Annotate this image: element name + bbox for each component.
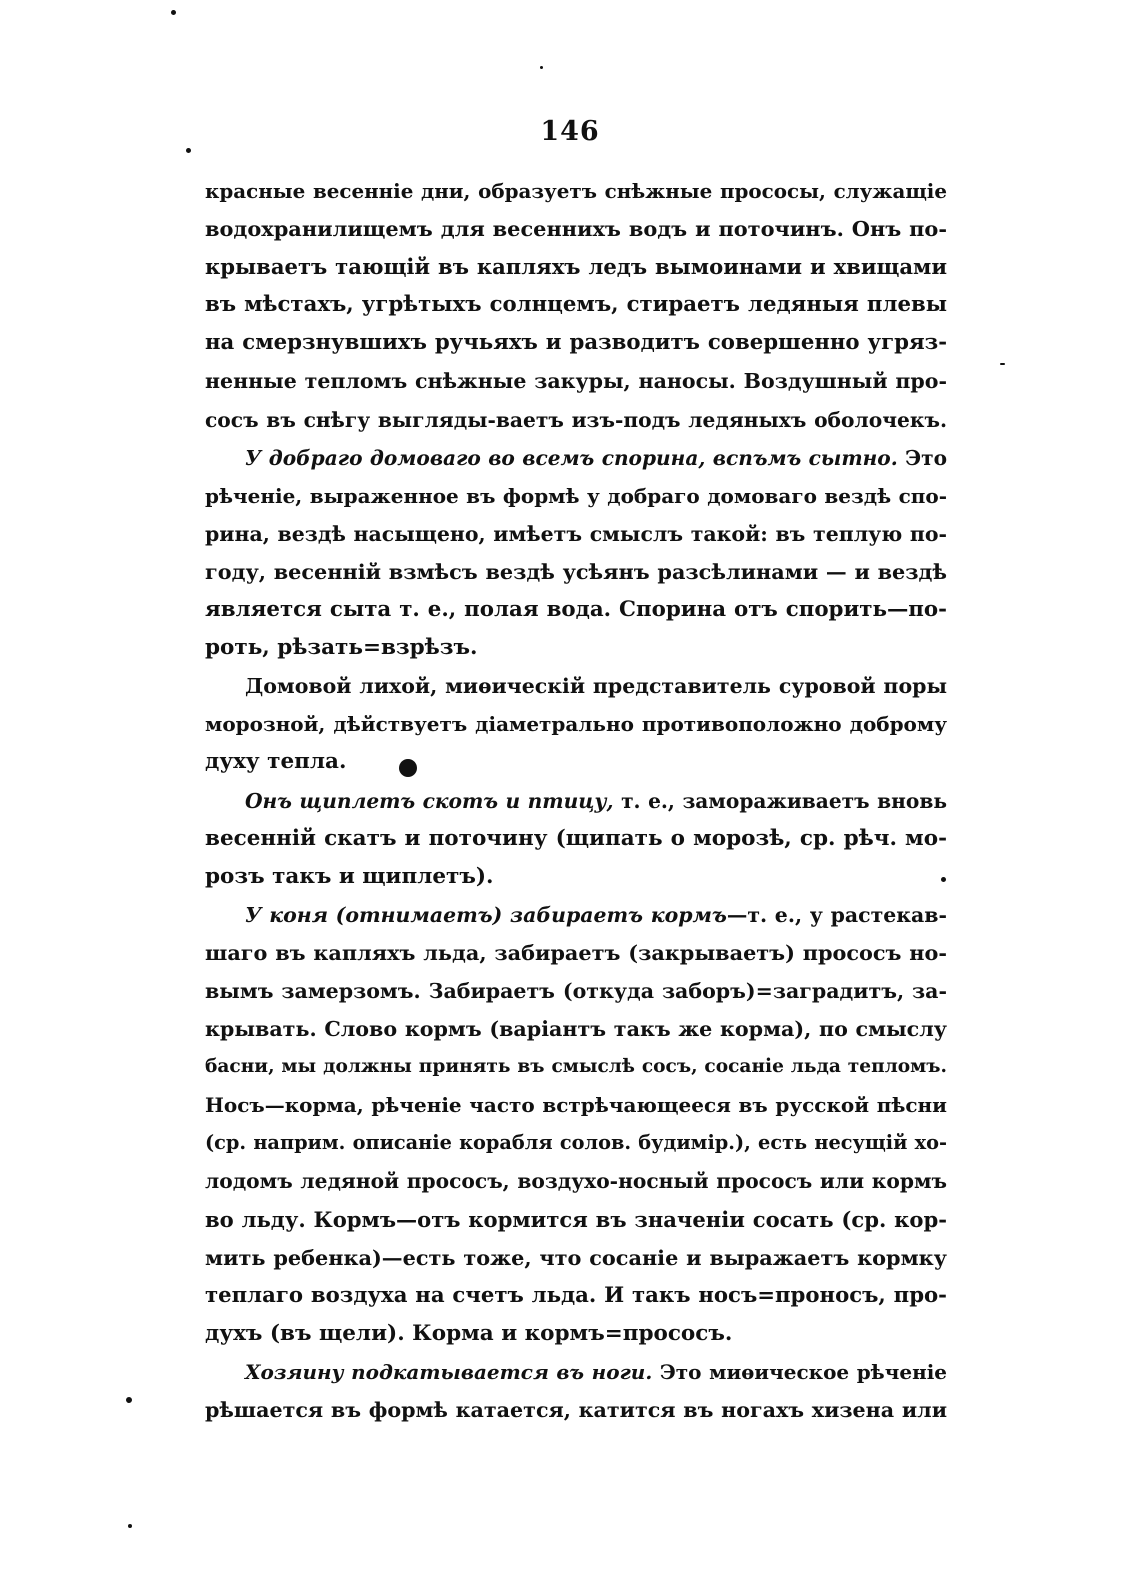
text-line: шаго въ капляхъ льда, забираетъ (закрываетъ) прососъ но- xyxy=(205,939,947,965)
ink-speck xyxy=(126,1397,132,1403)
ink-speck xyxy=(399,759,417,777)
text-line: духъ (въ щели). Корма и кормъ=прососъ. xyxy=(205,1320,733,1346)
text-line: сосъ въ снѣгу выгляды-ваетъ изъ-подъ ледяныхъ оболочекъ. xyxy=(205,407,947,432)
ink-speck xyxy=(128,1524,132,1528)
ink-speck xyxy=(941,877,946,882)
text-line: красные весенніе дни, образуетъ снѣжные прососы, служащіе xyxy=(205,179,947,203)
italic-phrase: Онъ щиплетъ скотъ и птицу, xyxy=(245,788,614,813)
text-line: У добраго домоваго во всемъ спорина, вспъмъ сытно. Это xyxy=(245,445,948,470)
text-line: крываетъ тающій въ капляхъ ледъ вымоинами и хвищами xyxy=(205,254,947,280)
text-line: вымъ замерзомъ. Забираетъ (откуда заборъ)=заградитъ, за- xyxy=(205,978,947,1003)
text-line: Хозяину подкатывается въ ноги. Это миѳическое рѣченіе xyxy=(245,1359,948,1384)
text-line: рѣшается въ формѣ катается, катится въ ногахъ хизена или xyxy=(205,1398,947,1422)
text-line: весенній скатъ и поточину (щипать о морозѣ, ср. рѣч. мо- xyxy=(205,825,947,851)
text-line: морозной, дѣйствуетъ діаметрально противоположно доброму xyxy=(205,712,947,737)
text-line: на смерзнувшихъ ручьяхъ и разводитъ совершенно угряз- xyxy=(205,330,947,356)
text-line: рина, вездѣ насыщено, имѣетъ смыслъ такой: въ теплую по- xyxy=(205,521,947,546)
text-line: лодомъ ледяной прососъ, воздухо-носный прососъ или кормъ xyxy=(205,1169,947,1194)
ink-speck xyxy=(1000,363,1005,365)
page-number: 146 xyxy=(540,116,600,147)
text-line: является сыта т. е., полая вода. Спорина отъ спорить—по- xyxy=(205,597,947,623)
text-line: Носъ—корма, рѣченіе часто встрѣчающееся въ русской пѣсни xyxy=(205,1093,947,1118)
text-line: рѣченіе, выраженное въ формѣ у добраго домоваго вездѣ спо- xyxy=(205,483,947,508)
text-line: У коня (отнимаетъ) забираетъ кормъ—т. е., у растекав- xyxy=(245,902,947,927)
ink-speck xyxy=(186,148,191,153)
text-line: водохранилищемъ для весеннихъ водъ и поточинъ. Онъ по- xyxy=(205,216,947,242)
text-line: (ср. наприм. описаніе корабля солов. будимір.), есть несущій хо- xyxy=(205,1131,947,1155)
text-line: Домовой лихой, миѳическій представитель суровой поры xyxy=(245,674,947,699)
text-line: крывать. Слово кормъ (варіантъ такъ же корма), по смыслу xyxy=(205,1017,947,1042)
italic-phrase: У добраго домоваго во всемъ спорина, вспъмъ сытно. xyxy=(245,445,898,470)
ink-speck xyxy=(540,66,543,69)
text-line: мить ребенка)—есть тоже, что сосаніе и выражаетъ кормку xyxy=(205,1244,947,1270)
ink-speck xyxy=(171,10,176,15)
body-text xyxy=(205,172,947,1429)
text-line: роть, рѣзать=взрѣзъ. xyxy=(205,635,478,661)
text-line: году, весенній взмѣсъ вездѣ усѣянъ разсѣлинами — и вездѣ xyxy=(205,558,947,584)
text-line: во льду. Кормъ—отъ кормится въ значеніи сосать (ср. кор- xyxy=(205,1206,947,1232)
text-line: духу тепла. xyxy=(205,749,347,775)
italic-phrase: Хозяину подкатывается въ ноги. xyxy=(245,1359,653,1384)
text-line: ненные тепломъ снѣжные закуры, наносы. Воздушный про- xyxy=(205,369,947,394)
text-line: розъ такъ и щиплетъ). xyxy=(205,863,494,889)
italic-phrase: У коня (отнимаетъ) забираетъ кормъ xyxy=(245,902,727,927)
text-line: басни, мы должны принять въ смыслѣ сосъ, сосаніе льда тепломъ. xyxy=(205,1056,947,1078)
text-line: Онъ щиплетъ скотъ и птицу, т. е., замораживаетъ вновь xyxy=(245,788,948,813)
text-line: теплаго воздуха на счетъ льда. И такъ носъ=проносъ, про- xyxy=(205,1282,947,1308)
text-line: въ мѣстахъ, угрѣтыхъ солнцемъ, стираетъ ледяныя плевы xyxy=(205,292,947,318)
